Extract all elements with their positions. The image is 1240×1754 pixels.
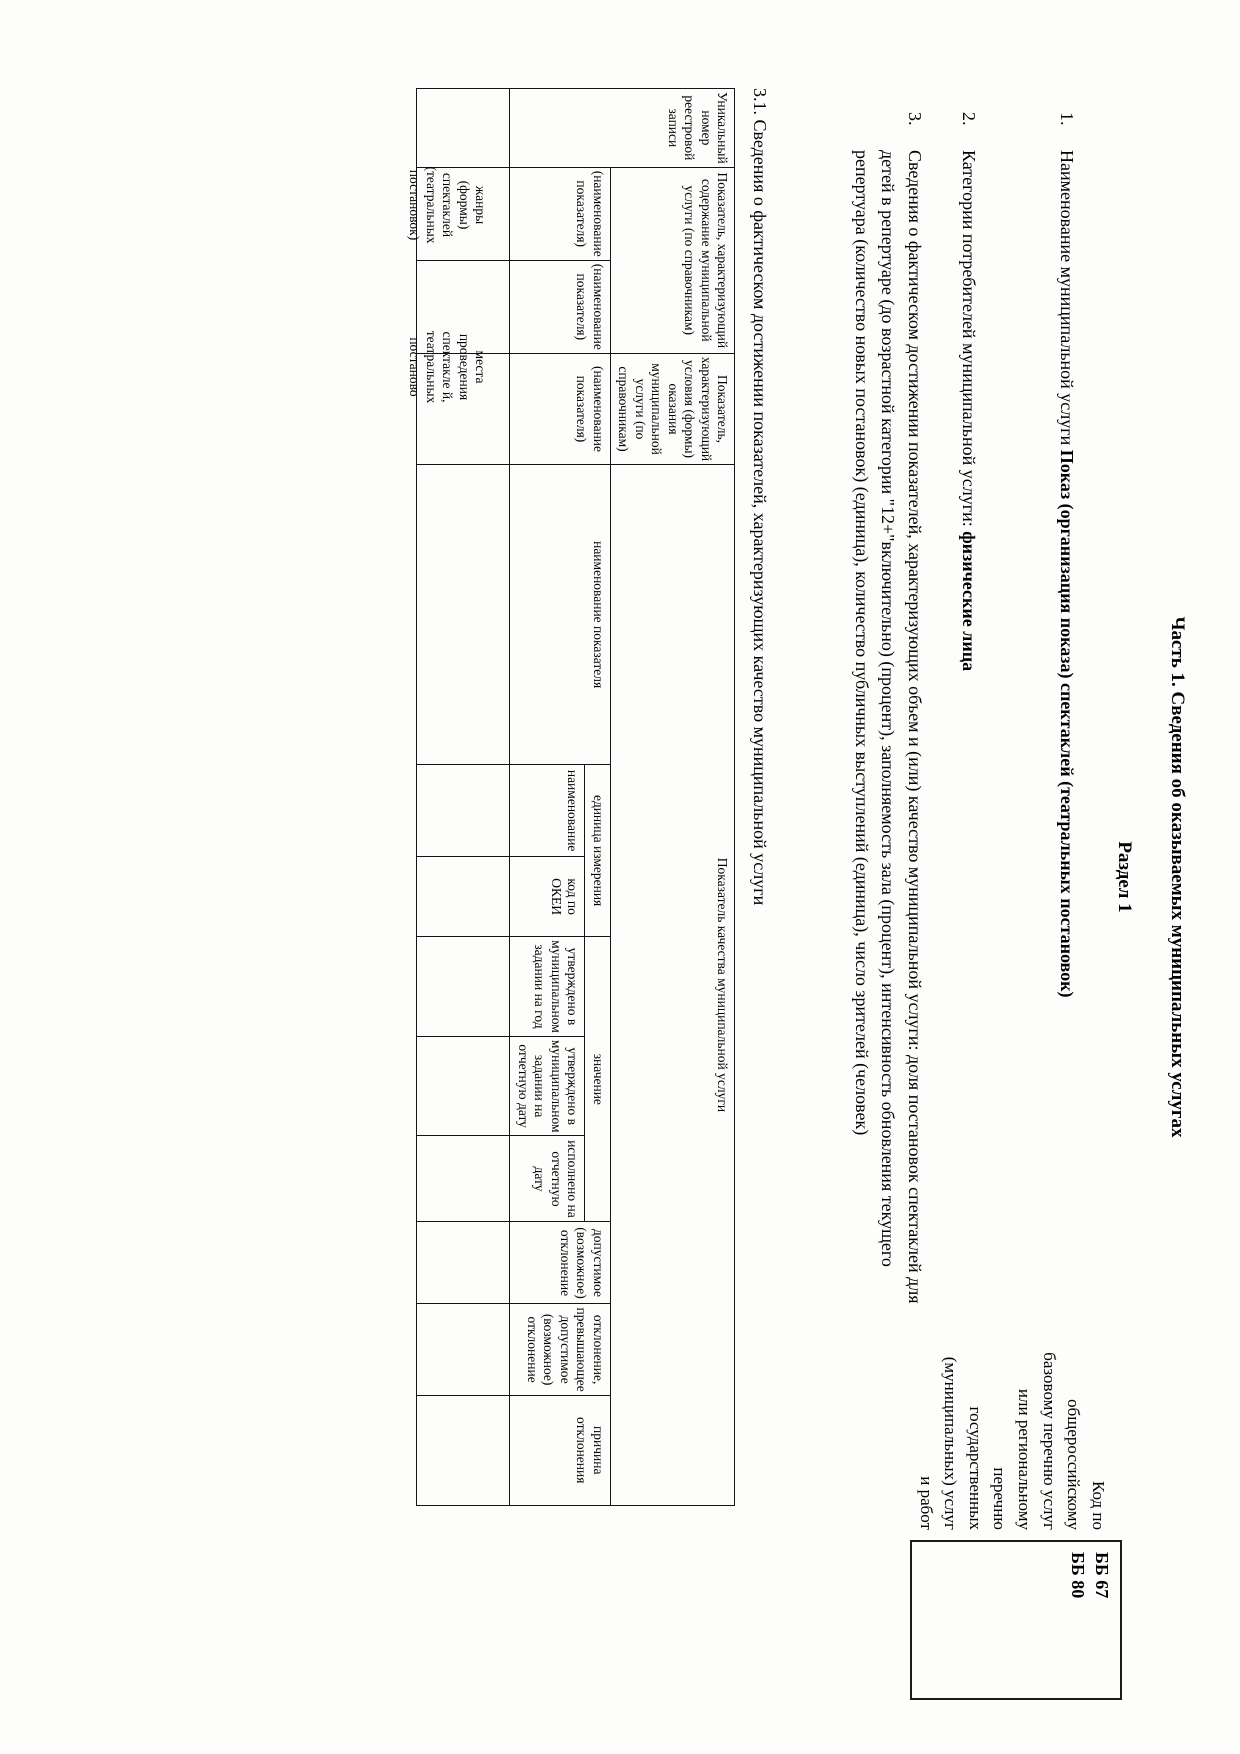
header-unit-name: наименование: [510, 765, 585, 857]
cell-deviation-allowed: [417, 1222, 510, 1304]
cell-unit-code: [417, 857, 510, 937]
item-2-label: Категории потребителей муниципальной услуги:: [959, 150, 979, 527]
item-2-number: 2.: [959, 112, 979, 126]
item-3-number: 3.: [905, 112, 925, 126]
item-2-value: физические лица: [959, 531, 979, 672]
header-unit-group: единица измерения: [585, 765, 610, 937]
cell-value-executed: [417, 1136, 510, 1222]
section-title: Раздел 1: [1114, 841, 1135, 913]
header-content-group: [610, 167, 734, 353]
header-unit-code: код по ОКЕИ: [510, 857, 585, 937]
item-1: [1053, 112, 1080, 1050]
cell-deviation-reason: [417, 1395, 510, 1505]
code-value-2: ББ 80: [1067, 1552, 1088, 1599]
header-unique-number: Уникальный номер реестровой записи: [510, 89, 735, 168]
code-label-line-5: перечню: [990, 1467, 1010, 1530]
header-deviation-reason: причина отклонения: [510, 1395, 610, 1505]
cell-indicator-name: [417, 465, 510, 765]
item-3-text: Сведения о фактическом достижении показателей, характеризующих объем и (или) качество муниципальной услуги: доля постановок спектаклей для детей в репертуаре (до возрастной категории "12+"включительно) (процент), заполняемость зала (процент), интенсивность обновления текущего репертуара (количество новых постановок) (единица), количество публичных выступлений (единица), число зрителей (человек): [851, 150, 925, 1304]
item-2: [955, 112, 982, 1050]
header-content-sub-2: (наименование показателя): [510, 260, 610, 353]
code-label-line-4: или региональному: [1015, 1388, 1035, 1530]
header-indicator-name: наименование показателя: [510, 465, 610, 765]
cell-deviation-exceeding: [417, 1304, 510, 1395]
code-block-labels: [913, 1250, 1110, 1530]
subsection-title: 3.1. Сведения о фактическом достижении показателей, характеризующих качество муниципальной услуги: [750, 88, 770, 906]
table-header-row-2: [585, 89, 610, 1506]
item-1-number: 1.: [1057, 112, 1077, 126]
code-value-1: ББ 67: [1092, 1552, 1112, 1599]
code-value-box: [910, 1540, 1122, 1700]
subheader-conditions-col1: места проведения спектакле й, театральных постаново: [407, 330, 488, 404]
item-1-value: Показ (организация показа) спектаклей (театральных постановок): [1057, 449, 1077, 998]
header-conditions-group-note: (по справочникам): [616, 366, 648, 452]
code-label-line-2: общероссийскому: [1064, 1399, 1084, 1530]
page-title: Часть 1. Сведения об оказываемых муниципальных услугах: [1167, 616, 1188, 1138]
header-deviation-allowed: допустимое (возможное) отклонение: [510, 1222, 610, 1304]
header-value-group: значение: [585, 937, 610, 1222]
item-3: [848, 112, 928, 1330]
quality-indicators-table: [416, 88, 735, 1506]
cell-unique-number: [417, 89, 510, 168]
header-content-group-label: Показатель, характеризующий содержание муниципальной услуги: [682, 172, 730, 349]
table-header-row-1: [610, 89, 734, 1506]
code-label-line-3: базовому перечню услуг: [1039, 1352, 1059, 1530]
header-content-group-note: (по справочникам): [682, 227, 698, 336]
header-content-sub-1: (наименование показателя): [510, 167, 610, 260]
table-row: [417, 89, 510, 1506]
code-label-line-8: и работ: [916, 1476, 936, 1530]
header-value-approved-report: утверждено в муниципальном задании на отчетную дату: [510, 1036, 585, 1136]
header-quality-group: Показатель качества муниципальной услуги: [610, 465, 734, 1506]
header-value-executed: исполнено на отчетную дату: [510, 1136, 585, 1222]
header-value-approved-year: утверждено в муниципальном задании на год: [510, 937, 585, 1037]
header-deviation-exceeding: отклонение, превышающее допустимое (возможное) отклонение: [510, 1304, 610, 1395]
header-conditions-group: [610, 353, 734, 464]
cell-unit-name: [417, 765, 510, 857]
header-conditions-group-label: Показатель, характеризующий условия (формы) оказания муниципальной услуги: [632, 356, 730, 462]
cell-value-approved-year: [417, 937, 510, 1037]
code-label-line-1: Код по: [1089, 1481, 1108, 1530]
cell-value-approved-report: [417, 1036, 510, 1136]
item-1-label: Наименование муниципальной услуги: [1057, 150, 1077, 446]
code-label-line-6: государственных: [965, 1406, 985, 1530]
subheader-content-col1: жанры (формы) спектаклей (театральных постановок): [407, 166, 488, 244]
code-label-line-7: (муниципальных) услуг: [941, 1356, 961, 1530]
header-conditions-sub-1: (наименование показателя): [510, 353, 610, 464]
